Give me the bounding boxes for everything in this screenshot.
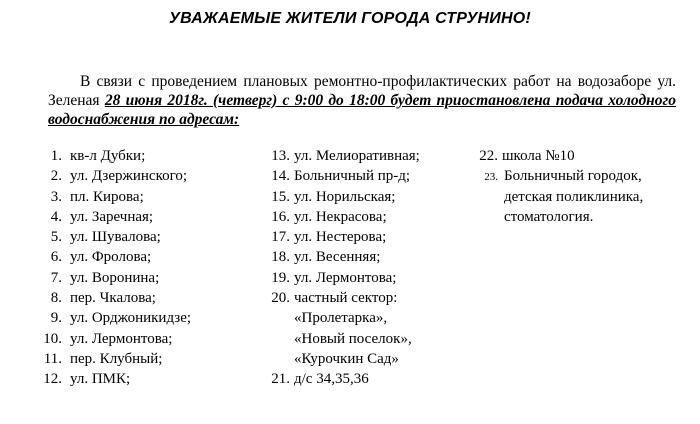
item-text: «Новый поселок»,	[294, 330, 412, 347]
item-number: 23.	[484, 171, 498, 184]
item-text: кв-л Дубки;	[70, 148, 146, 164]
item-text: частный сектор:	[294, 290, 398, 307]
list-item-continuation	[478, 187, 643, 207]
item-number: 12.	[43, 371, 62, 388]
item-text: школа №10	[502, 148, 575, 164]
list-item	[44, 369, 191, 389]
item-number: 22.	[479, 148, 498, 164]
item-number-spacer	[270, 349, 290, 369]
item-number-spacer	[478, 187, 498, 207]
item-number: 4.	[50, 208, 62, 225]
item-text: ул. Дзержинского;	[70, 168, 188, 185]
item-text: ул. Заречная;	[70, 208, 154, 225]
list-item-continuation	[478, 207, 643, 227]
address-list-column-2	[270, 146, 420, 390]
list-item-continuation	[270, 308, 420, 328]
list-item	[270, 369, 420, 389]
item-text: ул. Мелиоративная;	[294, 148, 420, 164]
item-number: 18.	[271, 249, 290, 266]
notice-intro	[48, 72, 676, 129]
item-number: 6.	[50, 249, 62, 266]
item-number: 7.	[50, 269, 62, 286]
item-number: 11.	[43, 350, 62, 367]
item-text: ул. Фролова;	[70, 249, 152, 266]
list-item	[44, 247, 191, 267]
list-item	[44, 207, 191, 227]
item-text: ул. Норильская;	[294, 188, 396, 205]
item-number: 16.	[271, 208, 290, 225]
item-text: Больничный пр-д;	[294, 168, 411, 185]
item-number-spacer	[270, 329, 290, 349]
item-text: ул. Лермонтова;	[70, 330, 173, 347]
list-item-continuation	[270, 329, 420, 349]
list-item	[44, 227, 191, 247]
list-item	[270, 207, 420, 227]
item-text: пер. Клубный;	[70, 350, 163, 367]
intro-plain-text: В связи с проведением плановых ремонтно-профилактических работ на водозаборе ул. Зеленая	[48, 73, 676, 109]
item-number: 19.	[271, 269, 290, 286]
item-text: ул. Воронина;	[70, 269, 160, 286]
list-item	[44, 268, 191, 288]
list-item	[270, 268, 420, 288]
item-number: 21.	[271, 371, 290, 388]
list-item	[44, 349, 191, 369]
item-text: пл. Кирова;	[70, 188, 144, 205]
item-number: 15.	[271, 188, 290, 205]
item-text: ул. ПМК;	[70, 371, 131, 388]
list-item	[270, 166, 420, 186]
address-list-column-3	[478, 146, 643, 227]
item-number: 1.	[50, 148, 62, 164]
list-item	[270, 187, 420, 207]
list-item	[270, 227, 420, 247]
item-text: ул. Некрасова;	[294, 208, 387, 225]
item-text: «Курочкин Сад»	[294, 350, 399, 367]
item-text: стоматология.	[504, 208, 594, 225]
item-text: ул. Нестерова;	[294, 229, 387, 246]
list-item	[44, 187, 191, 207]
notice-title: УВАЖАЕМЫЕ ЖИТЕЛИ ГОРОДА СТРУНИНО!	[169, 10, 531, 27]
item-number: 13.	[271, 148, 290, 164]
list-item	[44, 288, 191, 308]
item-text: детская поликлиника,	[504, 188, 644, 205]
list-item	[270, 288, 420, 308]
item-number: 14.	[271, 168, 290, 185]
item-text: ул. Шувалова;	[70, 229, 161, 246]
item-text: д/с 34,35,36	[294, 371, 369, 388]
item-number-spacer	[270, 308, 290, 328]
item-number-spacer	[478, 207, 498, 227]
item-text: ул. Весенняя;	[294, 249, 381, 266]
list-item	[478, 146, 643, 166]
item-number: 2.	[50, 168, 62, 185]
item-number: 8.	[50, 290, 62, 307]
item-text: пер. Чкалова;	[70, 290, 156, 307]
item-text: ул. Лермонтова;	[294, 269, 397, 286]
list-item	[44, 329, 191, 349]
intro-emphasis-text: 28 июня 2018г. (четверг) с 9:00 до 18:00 будет приостановлена подача холодного водоснабжения по адресам:	[48, 92, 676, 128]
item-number: 10.	[43, 330, 62, 347]
item-text: ул. Орджоникидзе;	[70, 310, 192, 327]
list-item	[270, 247, 420, 267]
item-text: «Пролетарка»,	[294, 310, 388, 327]
list-item	[44, 146, 191, 166]
list-item-continuation	[270, 349, 420, 369]
list-item	[478, 166, 643, 186]
item-number: 20.	[271, 290, 290, 307]
item-number: 3.	[50, 188, 62, 205]
item-text: Больничный городок,	[504, 168, 642, 185]
address-list-column-1	[44, 146, 191, 390]
item-number: 9.	[50, 310, 62, 327]
item-number: 17.	[271, 229, 290, 246]
item-number: 5.	[50, 229, 62, 246]
list-item	[44, 166, 191, 186]
list-item	[44, 308, 191, 328]
list-item	[270, 146, 420, 166]
